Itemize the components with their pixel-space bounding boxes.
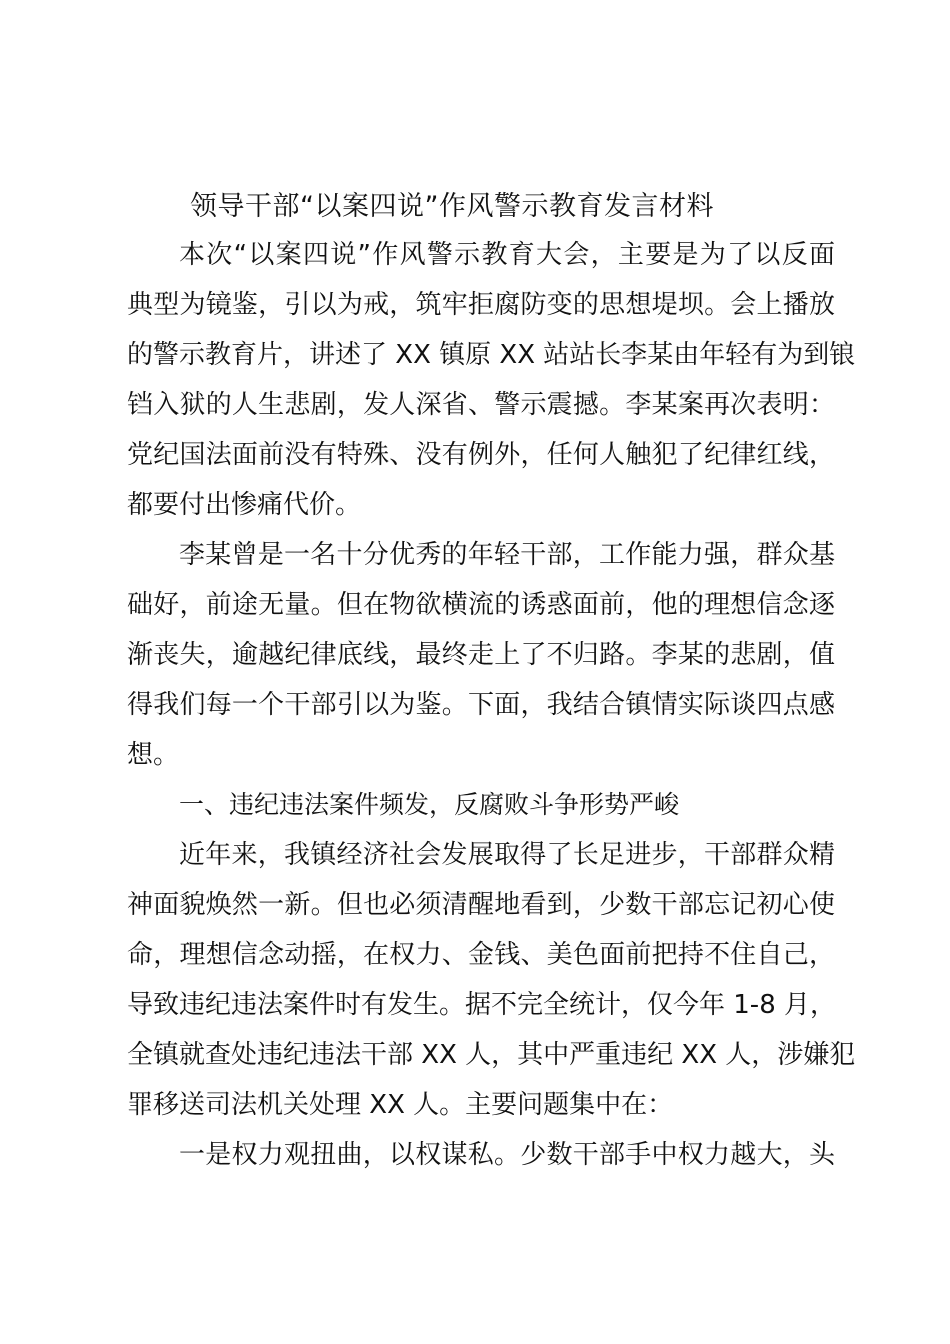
paragraph-line: 础好，前途无量。但在物欲横流的诱惑面前，他的理想信念逐 xyxy=(127,590,835,620)
paragraph-line: 渐丧失，逾越纪律底线，最终走上了不归路。李某的悲剧，值 xyxy=(127,640,835,670)
paragraph-line: 全镇就查处违纪违法干部 XX 人，其中严重违纪 XX 人，涉嫌犯 xyxy=(127,1040,856,1070)
document-body xyxy=(127,230,856,1180)
paragraph-line: 本次“以案四说”作风警示教育大会，主要是为了以反面 xyxy=(179,240,835,270)
section-heading: 一、违纪违法案件频发，反腐败斗争形势严峻 xyxy=(179,790,680,819)
paragraph-line: 罪移送司法机关处理 XX 人。主要问题集中在： xyxy=(127,1090,674,1120)
paragraph-line: 导致违纪违法案件时有发生。据不完全统计，仅今年 1-8 月， xyxy=(127,990,836,1020)
paragraph-line: 党纪国法面前没有特殊、没有例外，任何人触犯了纪律红线， xyxy=(127,440,835,470)
paragraph-line: 想。 xyxy=(127,740,180,770)
document-title: 领导干部“以案四说”作风警示教育发言材料 xyxy=(190,191,714,222)
paragraph-line: 的警示教育片，讲述了 XX 镇原 XX 站站长李某由年轻有为到锒 xyxy=(127,340,856,370)
paragraph-line: 李某曾是一名十分优秀的年轻干部，工作能力强，群众基 xyxy=(179,540,835,570)
paragraph-line: 得我们每一个干部引以为鉴。下面，我结合镇情实际谈四点感 xyxy=(127,690,835,720)
paragraph-line: 都要付出惨痛代价。 xyxy=(127,490,362,520)
paragraph-line: 一是权力观扭曲，以权谋私。少数干部手中权力越大，头 xyxy=(179,1140,835,1170)
paragraph-line: 近年来，我镇经济社会发展取得了长足进步，干部群众精 xyxy=(179,840,835,870)
paragraph-line: 命，理想信念动摇，在权力、金钱、美色面前把持不住自己， xyxy=(127,940,835,970)
paragraph-line: 典型为镜鉴，引以为戒，筑牢拒腐防变的思想堤坝。会上播放 xyxy=(127,290,835,320)
paragraph-line: 神面貌焕然一新。但也必须清醒地看到，少数干部忘记初心使 xyxy=(127,890,835,920)
paragraph-line: 铛入狱的人生悲剧，发人深省、警示震撼。李某案再次表明： xyxy=(127,390,835,420)
